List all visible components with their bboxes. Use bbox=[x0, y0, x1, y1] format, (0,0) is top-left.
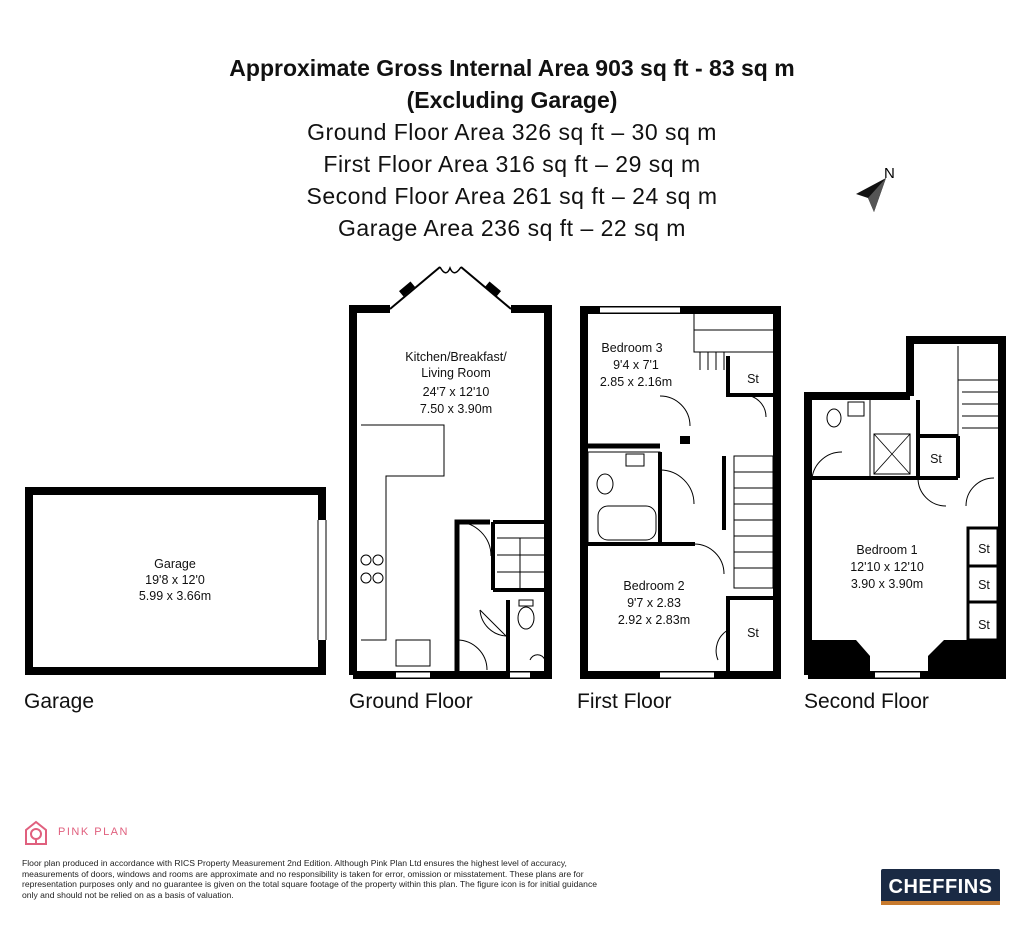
second-floor-plan bbox=[808, 340, 1002, 678]
compass-n-label: N bbox=[884, 165, 895, 182]
bedroom3-metric: 2.85 x 2.16m bbox=[599, 375, 673, 389]
cheffins-logo bbox=[881, 869, 1000, 905]
second-store-stair-label: St bbox=[930, 452, 942, 466]
disclaimer-text: Floor plan produced in accordance with RICS Property Measurement 2nd Edition. Although Pink Plan Ltd ensures the highest level of accuracy, measurements of doors, windows and rooms are approximate and no responsibility is taken for error, omission or misstatement. These plans are for representation purposes only and no guarantee is given on the total square footage of the property within this plan. The figure icon is for initial guidance only and should not be relied on as a basis of valuation. bbox=[22, 858, 598, 900]
second-floor-label: Second Floor bbox=[804, 690, 929, 713]
garage-area: Garage Area 236 sq ft – 22 sq m bbox=[338, 215, 686, 241]
gross-area-title: Approximate Gross Internal Area 903 sq ft - 83 sq m bbox=[229, 55, 795, 81]
second-floor-area: Second Floor Area 261 sq ft – 24 sq m bbox=[306, 183, 718, 209]
excluding-garage-note: (Excluding Garage) bbox=[406, 87, 618, 113]
kitchen-room-name-2: Living Room bbox=[421, 366, 491, 380]
garage-floor-label: Garage bbox=[24, 690, 95, 713]
bedroom3-name: Bedroom 3 bbox=[601, 341, 663, 355]
second-store-3-label: St bbox=[978, 618, 990, 632]
pink-plan-name: PINK PLAN bbox=[58, 826, 129, 838]
first-store-bottom-label: St bbox=[747, 626, 759, 640]
bedroom1-imperial: 12'10 x 12'10 bbox=[850, 560, 924, 574]
second-store-1-label: St bbox=[978, 542, 990, 556]
ground-floor-label: Ground Floor bbox=[349, 690, 473, 713]
bedroom3-imperial: 9'4 x 7'1 bbox=[613, 358, 659, 372]
bedroom1-name: Bedroom 1 bbox=[856, 543, 918, 557]
first-floor-label: First Floor bbox=[577, 690, 672, 713]
bedroom1-metric: 3.90 x 3.90m bbox=[850, 577, 924, 591]
cheffins-logo-text: CHEFFINS bbox=[888, 875, 993, 898]
kitchen-room-name-1: Kitchen/Breakfast/ bbox=[405, 350, 507, 364]
bedroom2-imperial: 9'7 x 2.83 bbox=[627, 596, 681, 610]
garage-room-imperial: 19'8 x 12'0 bbox=[145, 573, 205, 587]
kitchen-room-metric: 7.50 x 3.90m bbox=[419, 402, 493, 416]
kitchen-room-imperial: 24'7 x 12'10 bbox=[422, 385, 490, 399]
second-store-2-label: St bbox=[978, 578, 990, 592]
bedroom2-name: Bedroom 2 bbox=[623, 579, 685, 593]
first-store-top-label: St bbox=[747, 372, 759, 386]
garage-room-metric: 5.99 x 3.66m bbox=[138, 589, 212, 603]
ground-floor-plan bbox=[353, 267, 548, 678]
garage-room-name: Garage bbox=[154, 557, 196, 571]
ground-floor-area: Ground Floor Area 326 sq ft – 30 sq m bbox=[307, 119, 717, 145]
first-floor-area: First Floor Area 316 sq ft – 29 sq m bbox=[323, 151, 701, 177]
bedroom2-metric: 2.92 x 2.83m bbox=[617, 613, 691, 627]
